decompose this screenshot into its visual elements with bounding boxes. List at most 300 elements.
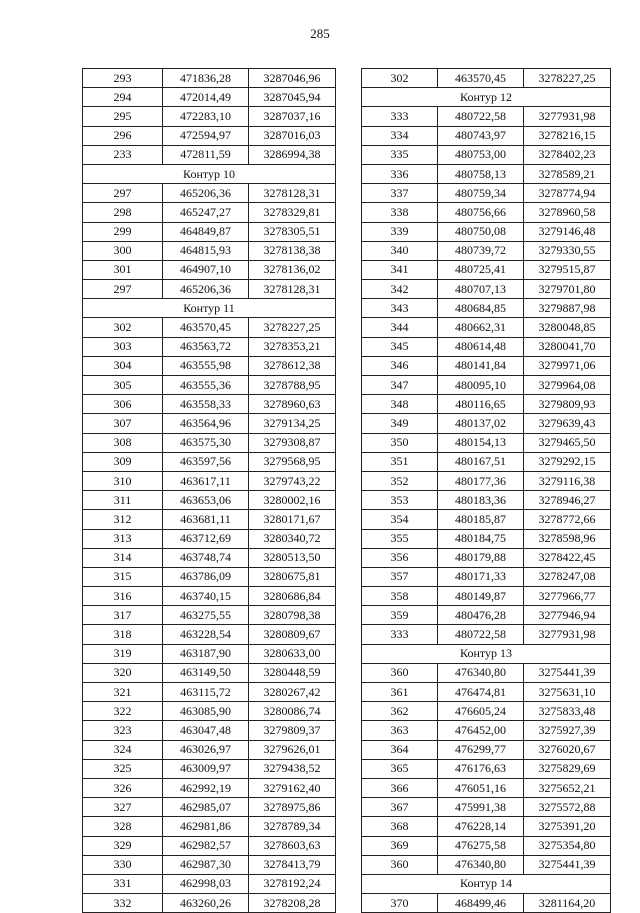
table-row: [362, 587, 611, 606]
x-coordinate-cell: 476228,14: [438, 817, 524, 836]
y-coordinate-cell: 3279809,93: [524, 395, 611, 414]
table-row: [83, 567, 336, 586]
table-row: [362, 280, 611, 299]
x-coordinate-cell: 463115,72: [163, 683, 249, 702]
y-coordinate-cell: 3278227,25: [524, 69, 611, 88]
y-coordinate-cell: 3280086,74: [249, 702, 336, 721]
contour-heading-row: [362, 88, 611, 107]
point-number-cell: 367: [362, 798, 438, 817]
table-row: [362, 567, 611, 586]
y-coordinate-cell: 3278774,94: [524, 184, 611, 203]
point-number-cell: 298: [83, 203, 163, 222]
x-coordinate-cell: 463570,45: [438, 69, 524, 88]
contour-heading: Контур 13: [362, 644, 611, 663]
point-number-cell: 363: [362, 721, 438, 740]
table-row: [362, 356, 611, 375]
x-coordinate-cell: 480722,58: [438, 625, 524, 644]
table-row: [83, 587, 336, 606]
table-row: [83, 683, 336, 702]
table-row: [83, 280, 336, 299]
y-coordinate-cell: 3279116,38: [524, 471, 611, 490]
y-coordinate-cell: 3278788,95: [249, 376, 336, 395]
y-coordinate-cell: 3278192,24: [249, 874, 336, 893]
x-coordinate-cell: 465247,27: [163, 203, 249, 222]
table-row: [83, 241, 336, 260]
table-row: [83, 606, 336, 625]
point-number-cell: 337: [362, 184, 438, 203]
table-row: [83, 433, 336, 452]
y-coordinate-cell: 3278138,38: [249, 241, 336, 260]
x-coordinate-cell: 463026,97: [163, 740, 249, 759]
y-coordinate-cell: 3287016,03: [249, 126, 336, 145]
x-coordinate-cell: 463786,09: [163, 567, 249, 586]
table-row: [362, 452, 611, 471]
table-row: [362, 164, 611, 183]
table-row: [362, 548, 611, 567]
x-coordinate-cell: 463570,45: [163, 318, 249, 337]
x-coordinate-cell: 476340,80: [438, 855, 524, 874]
point-number-cell: 316: [83, 587, 163, 606]
page-number: 285: [310, 26, 330, 41]
point-number-cell: 366: [362, 778, 438, 797]
point-number-cell: 360: [362, 855, 438, 874]
table-row: [362, 433, 611, 452]
table-row: [83, 376, 336, 395]
table-row: [83, 337, 336, 356]
point-number-cell: 368: [362, 817, 438, 836]
table-row: [83, 318, 336, 337]
x-coordinate-cell: 462992,19: [163, 778, 249, 797]
x-coordinate-cell: 463740,15: [163, 587, 249, 606]
y-coordinate-cell: 3287037,16: [249, 107, 336, 126]
y-coordinate-cell: 3278975,86: [249, 798, 336, 817]
x-coordinate-cell: 480725,41: [438, 260, 524, 279]
table-row: [362, 376, 611, 395]
x-coordinate-cell: 480758,13: [438, 164, 524, 183]
x-coordinate-cell: 463558,33: [163, 395, 249, 414]
point-number-cell: 361: [362, 683, 438, 702]
contour-heading-row: [83, 164, 336, 183]
contour-heading-row: [83, 299, 336, 318]
x-coordinate-cell: 476605,24: [438, 702, 524, 721]
point-number-cell: 309: [83, 452, 163, 471]
x-coordinate-cell: 480739,72: [438, 241, 524, 260]
y-coordinate-cell: 3275631,10: [524, 683, 611, 702]
y-coordinate-cell: 3275829,69: [524, 759, 611, 778]
x-coordinate-cell: 463712,69: [163, 529, 249, 548]
y-coordinate-cell: 3278208,28: [249, 894, 336, 913]
point-number-cell: 305: [83, 376, 163, 395]
x-coordinate-cell: 463653,06: [163, 491, 249, 510]
table-row: [83, 894, 336, 913]
y-coordinate-cell: 3278960,58: [524, 203, 611, 222]
table-row: [83, 625, 336, 644]
x-coordinate-cell: 463085,90: [163, 702, 249, 721]
point-number-cell: 345: [362, 337, 438, 356]
x-coordinate-cell: 463187,90: [163, 644, 249, 663]
point-number-cell: 294: [83, 88, 163, 107]
x-coordinate-cell: 480167,51: [438, 452, 524, 471]
point-number-cell: 356: [362, 548, 438, 567]
y-coordinate-cell: 3279568,95: [249, 452, 336, 471]
table-row: [83, 798, 336, 817]
x-coordinate-cell: 462981,86: [163, 817, 249, 836]
x-coordinate-cell: 480707,13: [438, 280, 524, 299]
point-number-cell: 346: [362, 356, 438, 375]
table-row: [83, 471, 336, 490]
point-number-cell: 370: [362, 894, 438, 913]
point-number-cell: 358: [362, 587, 438, 606]
x-coordinate-cell: 480476,28: [438, 606, 524, 625]
table-row: [83, 126, 336, 145]
y-coordinate-cell: 3278789,34: [249, 817, 336, 836]
y-coordinate-cell: 3280633,00: [249, 644, 336, 663]
point-number-cell: 306: [83, 395, 163, 414]
table-row: [83, 260, 336, 279]
y-coordinate-cell: 3278136,02: [249, 260, 336, 279]
point-number-cell: 297: [83, 184, 163, 203]
y-coordinate-cell: 3280513,50: [249, 548, 336, 567]
x-coordinate-cell: 480743,97: [438, 126, 524, 145]
y-coordinate-cell: 3275354,80: [524, 836, 611, 855]
table-row: [83, 529, 336, 548]
y-coordinate-cell: 3279809,37: [249, 721, 336, 740]
point-number-cell: 233: [83, 145, 163, 164]
y-coordinate-cell: 3279515,87: [524, 260, 611, 279]
x-coordinate-cell: 464907,10: [163, 260, 249, 279]
y-coordinate-cell: 3278247,08: [524, 567, 611, 586]
x-coordinate-cell: 463149,50: [163, 663, 249, 682]
table-row: [83, 184, 336, 203]
y-coordinate-cell: 3279308,87: [249, 433, 336, 452]
y-coordinate-cell: 3279626,01: [249, 740, 336, 759]
point-number-cell: 341: [362, 260, 438, 279]
point-number-cell: 320: [83, 663, 163, 682]
point-number-cell: 328: [83, 817, 163, 836]
x-coordinate-cell: 480183,36: [438, 491, 524, 510]
y-coordinate-cell: 3275572,88: [524, 798, 611, 817]
table-row: [83, 203, 336, 222]
table-row: [83, 145, 336, 164]
table-row: [83, 721, 336, 740]
point-number-cell: 327: [83, 798, 163, 817]
point-number-cell: 348: [362, 395, 438, 414]
point-number-cell: 342: [362, 280, 438, 299]
x-coordinate-cell: 480149,87: [438, 587, 524, 606]
point-number-cell: 326: [83, 778, 163, 797]
x-coordinate-cell: 464849,87: [163, 222, 249, 241]
x-coordinate-cell: 476452,00: [438, 721, 524, 740]
table-row: [83, 414, 336, 433]
point-number-cell: 360: [362, 663, 438, 682]
x-coordinate-cell: 476275,58: [438, 836, 524, 855]
point-number-cell: 364: [362, 740, 438, 759]
table-row: [362, 203, 611, 222]
table-row: [362, 222, 611, 241]
y-coordinate-cell: 3278402,23: [524, 145, 611, 164]
y-coordinate-cell: 3279743,22: [249, 471, 336, 490]
x-coordinate-cell: 480141,84: [438, 356, 524, 375]
x-coordinate-cell: 480116,65: [438, 395, 524, 414]
x-coordinate-cell: 465206,36: [163, 184, 249, 203]
table-row: [362, 529, 611, 548]
y-coordinate-cell: 3280675,81: [249, 567, 336, 586]
table-row: [83, 778, 336, 797]
point-number-cell: 321: [83, 683, 163, 702]
x-coordinate-cell: 476340,80: [438, 663, 524, 682]
table-row: [362, 798, 611, 817]
table-row: [362, 702, 611, 721]
x-coordinate-cell: 476474,81: [438, 683, 524, 702]
table-row: [362, 855, 611, 874]
y-coordinate-cell: 3278305,51: [249, 222, 336, 241]
point-number-cell: 308: [83, 433, 163, 452]
point-number-cell: 353: [362, 491, 438, 510]
y-coordinate-cell: 3275441,39: [524, 663, 611, 682]
table-row: [362, 683, 611, 702]
point-number-cell: 352: [362, 471, 438, 490]
y-coordinate-cell: 3287046,96: [249, 69, 336, 88]
table-row: [83, 356, 336, 375]
point-number-cell: 336: [362, 164, 438, 183]
y-coordinate-cell: 3278589,21: [524, 164, 611, 183]
table-row: [362, 491, 611, 510]
point-number-cell: 302: [83, 318, 163, 337]
y-coordinate-cell: 3279292,15: [524, 452, 611, 471]
x-coordinate-cell: 472594,97: [163, 126, 249, 145]
y-coordinate-cell: 3278329,81: [249, 203, 336, 222]
table-row: [362, 721, 611, 740]
point-number-cell: 369: [362, 836, 438, 855]
y-coordinate-cell: 3275441,39: [524, 855, 611, 874]
table-row: [362, 318, 611, 337]
y-coordinate-cell: 3278128,31: [249, 184, 336, 203]
y-coordinate-cell: 3280267,42: [249, 683, 336, 702]
contour-heading: Контур 10: [83, 164, 336, 183]
x-coordinate-cell: 462982,57: [163, 836, 249, 855]
point-number-cell: 310: [83, 471, 163, 490]
x-coordinate-cell: 463564,96: [163, 414, 249, 433]
x-coordinate-cell: 472811,59: [163, 145, 249, 164]
x-coordinate-cell: 471836,28: [163, 69, 249, 88]
y-coordinate-cell: 3280448,59: [249, 663, 336, 682]
table-row: [362, 299, 611, 318]
table-row: [362, 471, 611, 490]
point-number-cell: 347: [362, 376, 438, 395]
table-row: [362, 759, 611, 778]
point-number-cell: 329: [83, 836, 163, 855]
table-row: [83, 663, 336, 682]
y-coordinate-cell: 3275927,39: [524, 721, 611, 740]
y-coordinate-cell: 3279887,98: [524, 299, 611, 318]
point-number-cell: 296: [83, 126, 163, 145]
point-number-cell: 293: [83, 69, 163, 88]
table-row: [362, 663, 611, 682]
point-number-cell: 338: [362, 203, 438, 222]
x-coordinate-cell: 472283,10: [163, 107, 249, 126]
table-row: [362, 817, 611, 836]
y-coordinate-cell: 3279330,55: [524, 241, 611, 260]
y-coordinate-cell: 3281164,20: [524, 894, 611, 913]
y-coordinate-cell: 3278960,63: [249, 395, 336, 414]
x-coordinate-cell: 480184,75: [438, 529, 524, 548]
table-row: [362, 337, 611, 356]
point-number-cell: 319: [83, 644, 163, 663]
point-number-cell: 301: [83, 260, 163, 279]
point-number-cell: 357: [362, 567, 438, 586]
x-coordinate-cell: 463275,55: [163, 606, 249, 625]
point-number-cell: 297: [83, 280, 163, 299]
point-number-cell: 303: [83, 337, 163, 356]
point-number-cell: 307: [83, 414, 163, 433]
coordinates-table-right: [361, 68, 611, 913]
table-row: [83, 874, 336, 893]
table-row: [83, 644, 336, 663]
x-coordinate-cell: 463260,26: [163, 894, 249, 913]
point-number-cell: 295: [83, 107, 163, 126]
point-number-cell: 365: [362, 759, 438, 778]
y-coordinate-cell: 3279701,80: [524, 280, 611, 299]
x-coordinate-cell: 462998,03: [163, 874, 249, 893]
y-coordinate-cell: 3280340,72: [249, 529, 336, 548]
x-coordinate-cell: 463047,48: [163, 721, 249, 740]
table-row: [362, 107, 611, 126]
point-number-cell: 350: [362, 433, 438, 452]
x-coordinate-cell: 480756,66: [438, 203, 524, 222]
point-number-cell: 334: [362, 126, 438, 145]
table-row: [362, 606, 611, 625]
table-row: [362, 894, 611, 913]
point-number-cell: 349: [362, 414, 438, 433]
contour-heading-row: [362, 874, 611, 893]
x-coordinate-cell: 480759,34: [438, 184, 524, 203]
x-coordinate-cell: 480179,88: [438, 548, 524, 567]
y-coordinate-cell: 3280809,67: [249, 625, 336, 644]
table-row: [362, 241, 611, 260]
y-coordinate-cell: 3280171,67: [249, 510, 336, 529]
y-coordinate-cell: 3278216,15: [524, 126, 611, 145]
y-coordinate-cell: 3279134,25: [249, 414, 336, 433]
table-row: [83, 548, 336, 567]
point-number-cell: 330: [83, 855, 163, 874]
x-coordinate-cell: 480095,10: [438, 376, 524, 395]
y-coordinate-cell: 3279964,08: [524, 376, 611, 395]
point-number-cell: 335: [362, 145, 438, 164]
table-row: [83, 69, 336, 88]
x-coordinate-cell: 475991,38: [438, 798, 524, 817]
y-coordinate-cell: 3280048,85: [524, 318, 611, 337]
x-coordinate-cell: 463681,11: [163, 510, 249, 529]
point-number-cell: 362: [362, 702, 438, 721]
table-row: [362, 836, 611, 855]
x-coordinate-cell: 480154,13: [438, 433, 524, 452]
x-coordinate-cell: 463228,54: [163, 625, 249, 644]
table-row: [362, 740, 611, 759]
y-coordinate-cell: 3277931,98: [524, 625, 611, 644]
y-coordinate-cell: 3275833,48: [524, 702, 611, 721]
y-coordinate-cell: 3287045,94: [249, 88, 336, 107]
table-row: [83, 88, 336, 107]
contour-heading: Контур 12: [362, 88, 611, 107]
table-row: [83, 740, 336, 759]
contour-heading-row: [362, 644, 611, 663]
y-coordinate-cell: 3279971,06: [524, 356, 611, 375]
y-coordinate-cell: 3280798,38: [249, 606, 336, 625]
contour-heading: Контур 14: [362, 874, 611, 893]
x-coordinate-cell: 463555,36: [163, 376, 249, 395]
x-coordinate-cell: 463009,97: [163, 759, 249, 778]
x-coordinate-cell: 480753,00: [438, 145, 524, 164]
contour-heading: Контур 11: [83, 299, 336, 318]
point-number-cell: 344: [362, 318, 438, 337]
table-row: [362, 184, 611, 203]
y-coordinate-cell: 3276020,67: [524, 740, 611, 759]
x-coordinate-cell: 480137,02: [438, 414, 524, 433]
point-number-cell: 299: [83, 222, 163, 241]
table-row: [362, 260, 611, 279]
point-number-cell: 332: [83, 894, 163, 913]
table-row: [362, 145, 611, 164]
x-coordinate-cell: 476299,77: [438, 740, 524, 759]
table-row: [83, 817, 336, 836]
point-number-cell: 317: [83, 606, 163, 625]
table-row: [362, 778, 611, 797]
y-coordinate-cell: 3280686,84: [249, 587, 336, 606]
x-coordinate-cell: 480177,36: [438, 471, 524, 490]
table-row: [362, 414, 611, 433]
table-row: [83, 222, 336, 241]
point-number-cell: 300: [83, 241, 163, 260]
table-row: [83, 836, 336, 855]
y-coordinate-cell: 3278413,79: [249, 855, 336, 874]
table-row: [83, 107, 336, 126]
point-number-cell: 314: [83, 548, 163, 567]
table-row: [83, 855, 336, 874]
table-row: [362, 69, 611, 88]
table-row: [362, 625, 611, 644]
y-coordinate-cell: 3279639,43: [524, 414, 611, 433]
y-coordinate-cell: 3275652,21: [524, 778, 611, 797]
point-number-cell: 339: [362, 222, 438, 241]
x-coordinate-cell: 463597,56: [163, 452, 249, 471]
y-coordinate-cell: 3278612,38: [249, 356, 336, 375]
x-coordinate-cell: 463575,30: [163, 433, 249, 452]
point-number-cell: 302: [362, 69, 438, 88]
point-number-cell: 322: [83, 702, 163, 721]
x-coordinate-cell: 463617,11: [163, 471, 249, 490]
table-row: [83, 491, 336, 510]
y-coordinate-cell: 3279438,52: [249, 759, 336, 778]
y-coordinate-cell: 3278227,25: [249, 318, 336, 337]
x-coordinate-cell: 472014,49: [163, 88, 249, 107]
x-coordinate-cell: 480662,31: [438, 318, 524, 337]
y-coordinate-cell: 3278603,63: [249, 836, 336, 855]
x-coordinate-cell: 480722,58: [438, 107, 524, 126]
y-coordinate-cell: 3278422,45: [524, 548, 611, 567]
x-coordinate-cell: 462987,30: [163, 855, 249, 874]
y-coordinate-cell: 3277931,98: [524, 107, 611, 126]
point-number-cell: 351: [362, 452, 438, 471]
point-number-cell: 333: [362, 107, 438, 126]
x-coordinate-cell: 476176,63: [438, 759, 524, 778]
point-number-cell: 331: [83, 874, 163, 893]
table-row: [83, 395, 336, 414]
x-coordinate-cell: 468499,46: [438, 894, 524, 913]
point-number-cell: 318: [83, 625, 163, 644]
y-coordinate-cell: 3280041,70: [524, 337, 611, 356]
x-coordinate-cell: 463555,98: [163, 356, 249, 375]
x-coordinate-cell: 480614,48: [438, 337, 524, 356]
